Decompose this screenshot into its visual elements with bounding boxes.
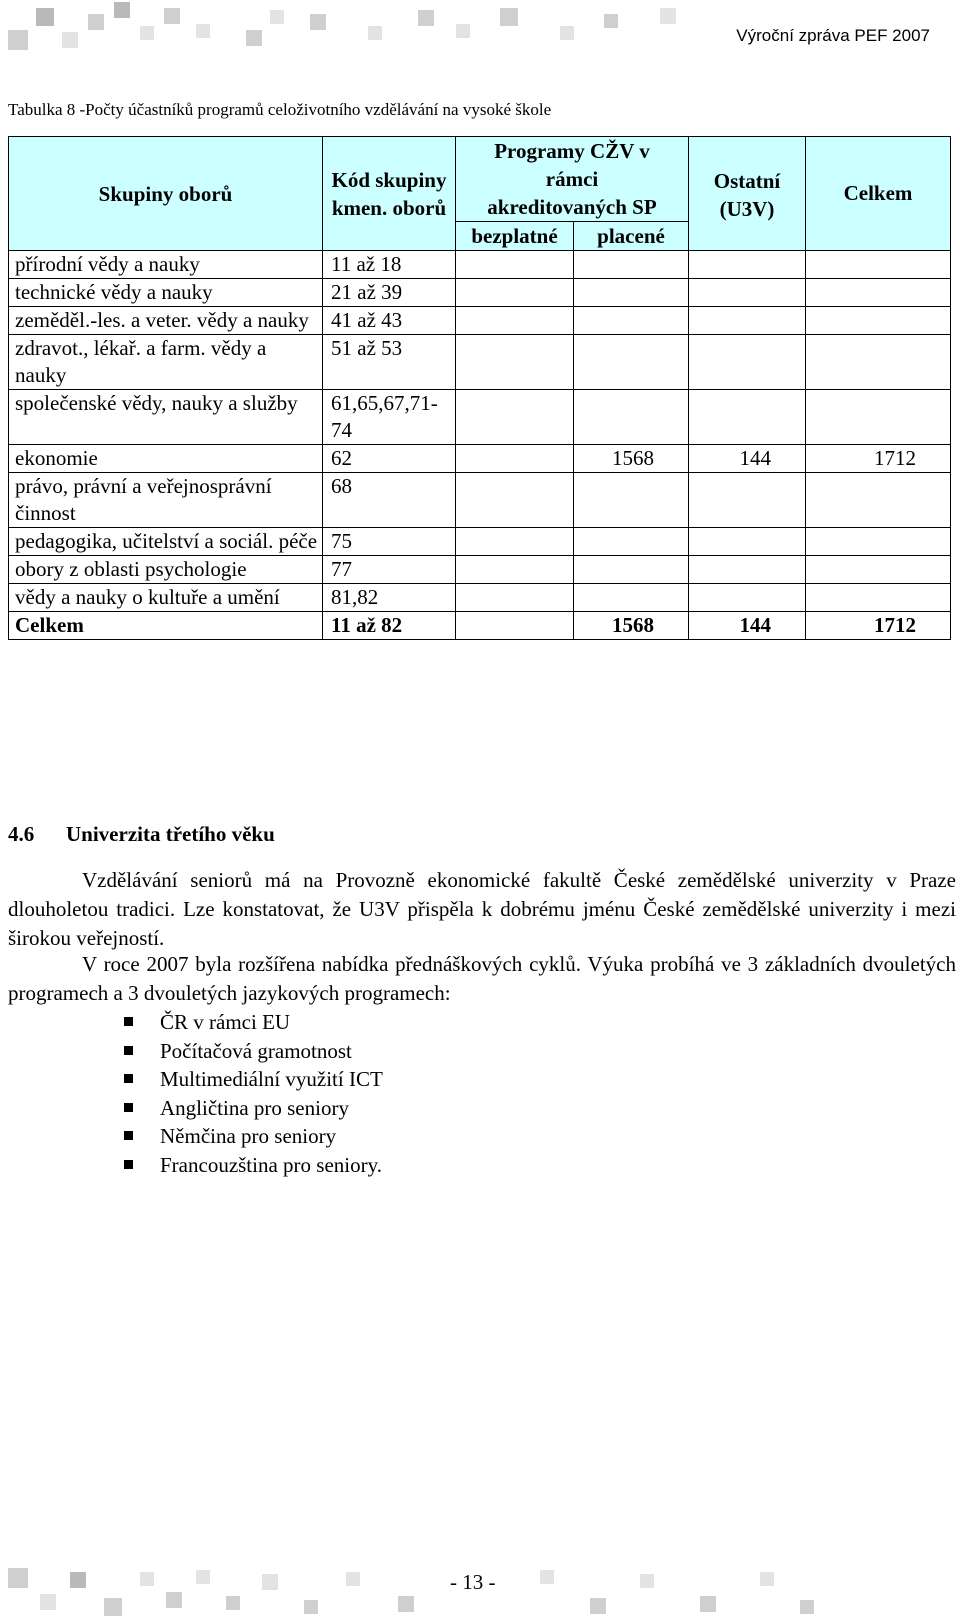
row-celkem (806, 390, 951, 445)
row-kod: 68 (323, 473, 456, 528)
row-bezplatne (456, 335, 574, 390)
row-skupina: obory z oblasti psychologie (9, 556, 323, 584)
total-label: Celkem (9, 612, 323, 640)
row-placene (574, 251, 689, 279)
square-bullet-icon (124, 1017, 133, 1026)
row-skupina: vědy a nauky o kultuře a umění (9, 584, 323, 612)
list-item: ČR v rámci EU (120, 1008, 383, 1037)
row-kod: 21 až 39 (323, 279, 456, 307)
table-row (9, 556, 951, 584)
list-item: Francouzština pro seniory. (120, 1151, 383, 1180)
row-bezplatne (456, 251, 574, 279)
row-kod: 77 (323, 556, 456, 584)
row-kod: 81,82 (323, 584, 456, 612)
program-list (120, 1008, 383, 1179)
row-placene (574, 528, 689, 556)
square-bullet-icon (124, 1074, 133, 1083)
row-kod: 11 až 18 (323, 251, 456, 279)
row-kod: 51 až 53 (323, 335, 456, 390)
square-bullet-icon (124, 1103, 133, 1112)
row-ostatni (689, 251, 806, 279)
row-kod: 61,65,67,71-74 (323, 390, 456, 445)
section-heading (8, 822, 275, 847)
table-row (9, 307, 951, 335)
square-bullet-icon (124, 1046, 133, 1055)
row-skupina: právo, právní a veřejnosprávní činnost (9, 473, 323, 528)
row-skupina: ekonomie (9, 445, 323, 473)
row-skupina: zeměděl.-les. a veter. vědy a nauky (9, 307, 323, 335)
row-celkem (806, 335, 951, 390)
row-celkem (806, 556, 951, 584)
row-celkem (806, 528, 951, 556)
header-placene: placené (574, 222, 689, 251)
row-placene (574, 556, 689, 584)
paragraph-1: Vzdělávání seniorů má na Provozně ekonomické fakultě České zemědělské univerzity v Praze dlouholetou tradici. Lze konstatovat, že U3V přispěla k dobrému jménu České zemědělské univerzity i mezi širokou veřejností. (8, 868, 956, 950)
total-kod: 11 až 82 (323, 612, 456, 640)
row-bezplatne (456, 556, 574, 584)
row-celkem (806, 251, 951, 279)
square-bullet-icon (124, 1160, 133, 1169)
row-placene (574, 307, 689, 335)
row-ostatni (689, 390, 806, 445)
row-celkem (806, 473, 951, 528)
row-bezplatne (456, 390, 574, 445)
row-bezplatne (456, 445, 574, 473)
table-row (9, 390, 951, 445)
table-row (9, 445, 951, 473)
row-placene (574, 335, 689, 390)
row-kod: 41 až 43 (323, 307, 456, 335)
row-ostatni (689, 528, 806, 556)
row-kod: 62 (323, 445, 456, 473)
row-skupina: přírodní vědy a nauky (9, 251, 323, 279)
row-placene (574, 473, 689, 528)
row-placene (574, 584, 689, 612)
row-ostatni (689, 335, 806, 390)
row-placene (574, 390, 689, 445)
row-kod: 75 (323, 528, 456, 556)
table-row (9, 473, 951, 528)
participants-table (8, 136, 951, 640)
row-ostatni (689, 307, 806, 335)
total-placene: 1568 (574, 612, 689, 640)
header-title: Výroční zpráva PEF 2007 (736, 26, 930, 45)
row-skupina: společenské vědy, nauky a služby (9, 390, 323, 445)
list-item: Multimediální využití ICT (120, 1065, 383, 1094)
row-ostatni (689, 584, 806, 612)
header-skupiny: Skupiny oborů (9, 137, 323, 251)
row-ostatni: 144 (689, 445, 806, 473)
section-number: 4.6 (8, 822, 35, 846)
table-caption: Tabulka 8 -Počty účastníků programů celoživotního vzdělávání na vysoké škole (8, 100, 552, 119)
table-row (9, 584, 951, 612)
header-bezplatne: bezplatné (456, 222, 574, 251)
total-ostatni: 144 (689, 612, 806, 640)
header-ostatni: Ostatní (U3V) (689, 137, 806, 251)
table-total-row (9, 612, 951, 640)
row-ostatni (689, 473, 806, 528)
list-item: Počítačová gramotnost (120, 1037, 383, 1066)
row-celkem (806, 279, 951, 307)
row-celkem (806, 584, 951, 612)
list-item: Němčina pro seniory (120, 1122, 383, 1151)
page-number: - 13 - (450, 1570, 496, 1594)
row-bezplatne (456, 584, 574, 612)
row-celkem: 1712 (806, 445, 951, 473)
row-bezplatne (456, 473, 574, 528)
row-skupina: zdravot., lékař. a farm. vědy a nauky (9, 335, 323, 390)
row-bezplatne (456, 279, 574, 307)
list-item: Angličtina pro seniory (120, 1094, 383, 1123)
total-bezplatne (456, 612, 574, 640)
row-skupina: pedagogika, učitelství a sociál. péče (9, 528, 323, 556)
paragraph-2: V roce 2007 byla rozšířena nabídka přednáškových cyklů. Výuka probíhá ve 3 základních dvouletých programech a 3 dvouletých jazykových programech: (8, 952, 956, 1005)
table-row (9, 528, 951, 556)
table-row (9, 335, 951, 390)
header-programy: Programy CŽV v rámci akreditovaných SP (456, 137, 689, 222)
table-row (9, 251, 951, 279)
square-bullet-icon (124, 1131, 133, 1140)
row-bezplatne (456, 528, 574, 556)
total-celkem: 1712 (806, 612, 951, 640)
row-bezplatne (456, 307, 574, 335)
header-kod: Kód skupiny kmen. oborů (323, 137, 456, 251)
row-placene (574, 279, 689, 307)
row-ostatni (689, 556, 806, 584)
row-placene: 1568 (574, 445, 689, 473)
header-celkem: Celkem (806, 137, 951, 251)
section-title: Univerzita třetího věku (66, 822, 275, 846)
row-celkem (806, 307, 951, 335)
table-row (9, 279, 951, 307)
row-skupina: technické vědy a nauky (9, 279, 323, 307)
row-ostatni (689, 279, 806, 307)
